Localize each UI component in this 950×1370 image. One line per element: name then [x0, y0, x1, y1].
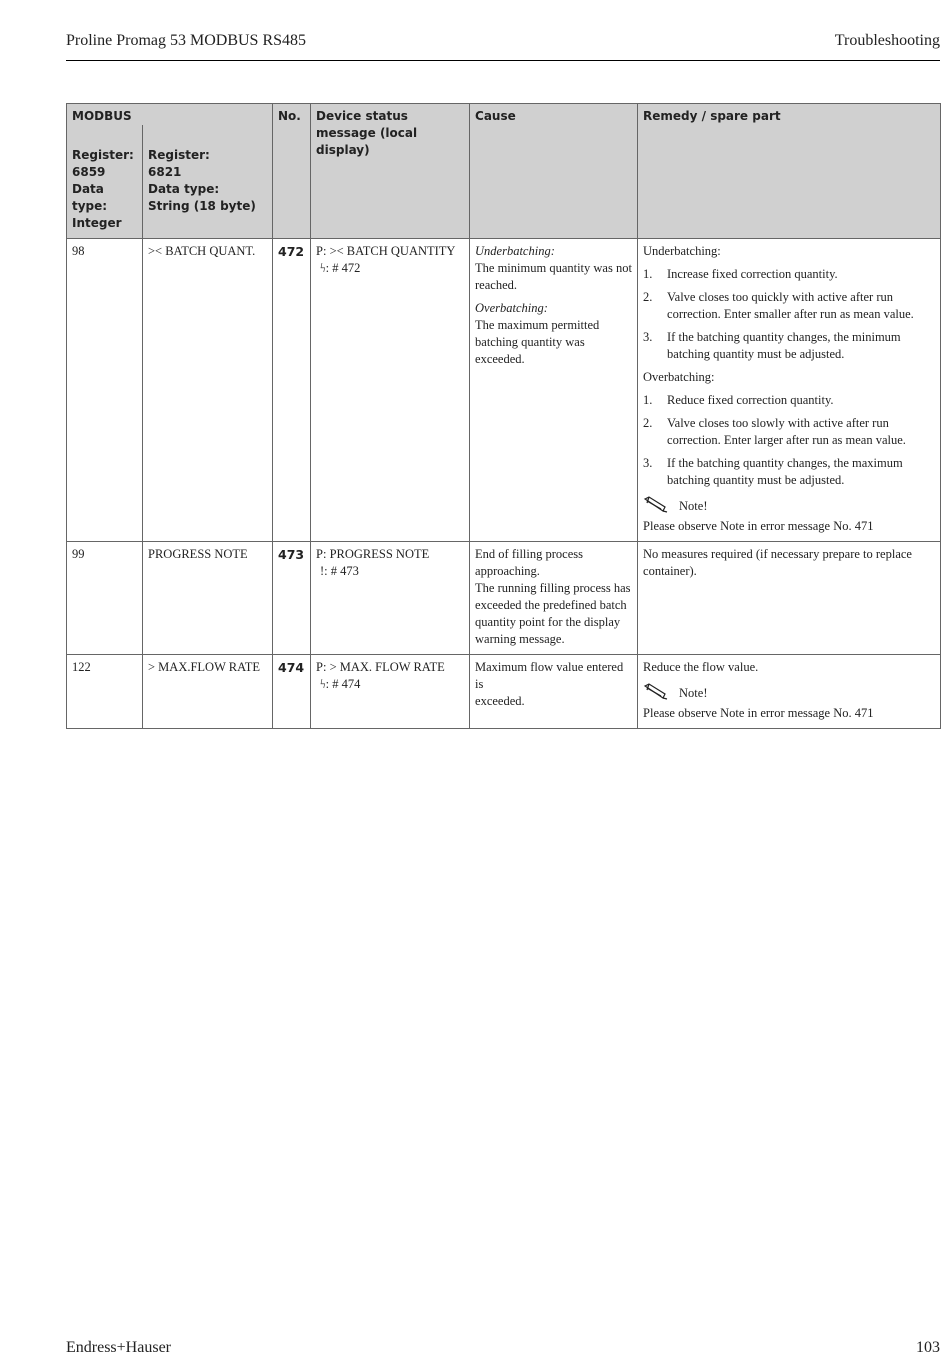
cell-remedy: Underbatching: 1. Increase fixed correction quantity. 2. Valve closes too quickly with active after run correction. Enter smaller after run as mean value. 3. If the batching quantity changes, the minimum batching quantity must be adjusted. Overbatching: 1. Reduce fixed correction quantity. 2. Valve closes too slowly with active after run correction. Enter larger after run as mean value. 3. If the batching quantity changes, the maximum batching quantity must be adjusted. Note! Please observe Note in error message No. 471 [638, 239, 941, 542]
cell-device-status: P: >< BATCH QUANTITY ϟ: # 472 [311, 239, 470, 542]
footer-company: Endress+Hauser [66, 1339, 171, 1356]
cell-remedy: Reduce the flow value. Note! Please observe Note in error message No. 471 [638, 655, 941, 729]
cell-register-string: >< BATCH QUANT. [143, 239, 273, 542]
cell-register-integer: 99 [67, 542, 143, 655]
note-label: Note! [679, 499, 708, 513]
page-number: 103 [916, 1339, 940, 1356]
cell-register-string: > MAX.FLOW RATE [143, 655, 273, 729]
col-header-remedy: Remedy / spare part [638, 104, 941, 239]
cell-remedy: No measures required (if necessary prepare to replace container). [638, 542, 941, 655]
cell-register-integer: 122 [67, 655, 143, 729]
col-header-modbus: MODBUS [67, 104, 273, 126]
col-header-register-integer: Register: 6859 Data type: Integer [67, 125, 143, 239]
pencil-note-icon [643, 682, 669, 705]
pencil-note-icon [643, 495, 669, 518]
cell-error-number: 474 [273, 655, 311, 729]
list-item: 1. Increase fixed correction quantity. [643, 267, 838, 281]
table-header-row [67, 104, 941, 126]
header-section-title: Troubleshooting [834, 32, 940, 49]
header-document-title: Proline Promag 53 MODBUS RS485 [66, 32, 307, 49]
table-row [67, 542, 941, 655]
note-block [643, 682, 935, 705]
cell-register-string: PROGRESS NOTE [143, 542, 273, 655]
list-item: 2. Valve closes too slowly with active after run correction. Enter larger after run as mean value. [643, 416, 906, 447]
cell-register-integer: 98 [67, 239, 143, 542]
note-block [643, 495, 935, 518]
remedy-overbatching-steps [643, 392, 935, 489]
list-item: 2. Valve closes too quickly with active after run correction. Enter smaller after run as mean value. [643, 290, 914, 321]
cell-error-number: 472 [273, 239, 311, 542]
note-label: Note! [679, 686, 708, 700]
col-header-cause: Cause [470, 104, 638, 239]
cell-device-status: P: > MAX. FLOW RATE ϟ: # 474 [311, 655, 470, 729]
note-text: Please observe Note in error message No. 471 [643, 519, 874, 533]
list-item: 3. If the batching quantity changes, the minimum batching quantity must be adjusted. [643, 330, 901, 361]
list-item: 1. Reduce fixed correction quantity. [643, 393, 834, 407]
header-rule [66, 60, 940, 61]
col-header-device-status: Device status message (local display) [311, 104, 470, 239]
cell-error-number: 473 [273, 542, 311, 655]
troubleshooting-table [66, 103, 941, 729]
cell-cause: End of filling process approaching. The running filling process has exceeded the predefined batch quantity point for the display warning message. [470, 542, 638, 655]
list-item: 3. If the batching quantity changes, the maximum batching quantity must be adjusted. [643, 456, 903, 487]
cell-cause: Maximum flow value entered is exceeded. [470, 655, 638, 729]
remedy-underbatching-steps [643, 266, 935, 363]
cell-device-status: P: PROGRESS NOTE !: # 473 [311, 542, 470, 655]
cell-cause: Underbatching: The minimum quantity was not reached. Overbatching: The maximum permitted batching quantity was exceeded. [470, 239, 638, 542]
table-row [67, 655, 941, 729]
table-row [67, 239, 941, 542]
note-text: Please observe Note in error message No. 471 [643, 706, 874, 720]
col-header-register-string: Register: 6821 Data type: String (18 byte) [143, 125, 273, 239]
col-header-no: No. [273, 104, 311, 239]
